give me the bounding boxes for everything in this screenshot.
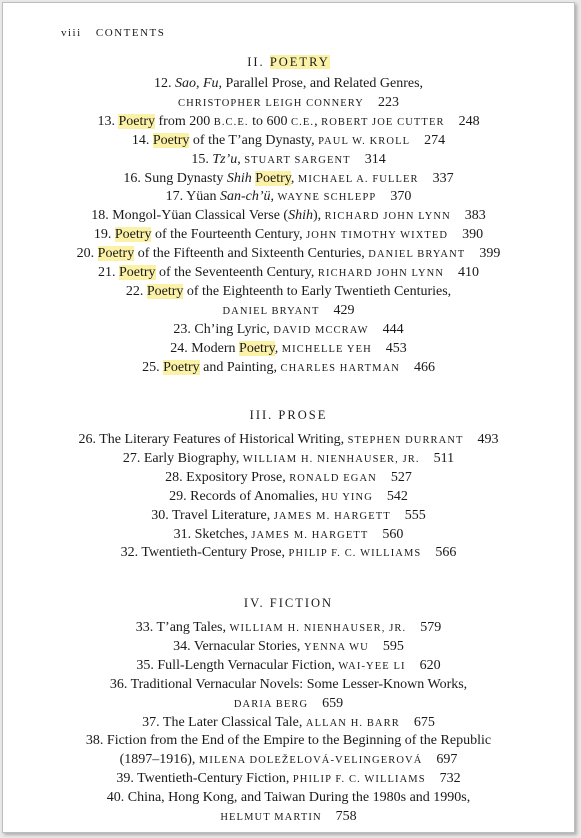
entry-number: 22.	[125, 283, 147, 299]
toc-entry	[3, 75, 574, 93]
highlighted-term: Poetry	[118, 113, 155, 129]
author-name: DANIEL BRYANT	[222, 305, 320, 317]
highlighted-term: Poetry	[146, 283, 184, 299]
toc-entry	[3, 226, 574, 244]
section-heading: FICTION	[269, 596, 334, 610]
entry-text: ,	[270, 189, 278, 205]
toc-entry-continuation	[3, 808, 574, 826]
page-ref: 314	[364, 151, 386, 167]
entry-number: 17.	[165, 189, 187, 205]
page-ref: 337	[432, 170, 454, 186]
entry-number: 38.	[85, 733, 107, 749]
toc-entry	[3, 732, 574, 750]
entry-number: 37.	[142, 714, 163, 730]
entry-number: 28.	[165, 469, 187, 485]
page-ref: 248	[458, 113, 480, 129]
author-name: C.E.	[291, 116, 315, 128]
author-name: PAUL W. KROLL	[318, 135, 411, 147]
author-name: DARIA BERG	[233, 698, 309, 710]
section-heading: PROSE	[278, 408, 328, 422]
toc-entry	[3, 151, 574, 169]
entry-text: Fiction from the End of the Empire to the Beginning of the Republic	[106, 733, 492, 749]
toc-entry	[3, 431, 574, 449]
toc-entry-continuation	[3, 302, 574, 320]
toc-entry	[3, 132, 574, 150]
entry-text: Early Biography,	[143, 450, 243, 466]
author-name: PHILIP F. C. WILLIAMS	[288, 548, 422, 560]
page-ref: 511	[433, 450, 455, 466]
entry-text: T’ang Tales,	[156, 620, 230, 635]
entry-text: Modern	[191, 340, 240, 356]
entry-text: ,	[195, 76, 203, 91]
entry-text: The Later Classical Tale,	[162, 714, 306, 730]
entry-text: of the Eighteenth to Early Twentieth Centuries,	[183, 283, 452, 299]
highlighted-term: Poetry	[163, 359, 200, 375]
toc-entry	[3, 321, 574, 339]
highlighted-term: Poetry	[114, 227, 152, 243]
entry-number: 27.	[122, 450, 144, 466]
page-ref: 675	[413, 714, 435, 730]
toc-entry-continuation	[3, 751, 574, 769]
author-name: MILENA DOLEŽELOVÁ-VELINGEROVÁ	[198, 755, 423, 767]
entry-text: Traditional Vernacular Novels: Some Lesser-Known Works,	[130, 676, 468, 692]
page-ref: 399	[479, 246, 501, 262]
toc-entry	[3, 507, 574, 525]
entry-text: Ch’ing Lyric,	[194, 321, 274, 337]
page-ref: 383	[464, 208, 486, 224]
page-ref: 274	[424, 132, 446, 148]
entry-text: Sketches,	[194, 526, 252, 542]
entry-number: 16.	[123, 170, 145, 186]
toc-entry	[3, 789, 574, 807]
toc-entry-continuation	[3, 94, 574, 112]
author-name: RONALD EGAN	[289, 472, 377, 484]
toc-entry	[3, 113, 574, 131]
italic-title: Shih	[288, 208, 313, 224]
page-ref: 595	[382, 638, 404, 654]
author-name: MICHELLE YEH	[281, 343, 372, 355]
page-ref: 466	[413, 359, 435, 375]
entry-number: 31.	[173, 526, 195, 542]
author-name: YENNA WU	[303, 641, 369, 653]
toc-entry	[3, 207, 574, 225]
page-ref: 697	[436, 752, 458, 768]
entry-text: Full-Length Vernacular Fiction,	[157, 657, 339, 673]
entry-number: 33.	[135, 620, 157, 635]
author-name: RICHARD JOHN LYNN	[324, 211, 451, 223]
toc-entry	[3, 283, 574, 301]
author-name: JAMES M. HARGETT	[251, 529, 369, 541]
entry-text: Yüan	[186, 189, 220, 205]
entry-text: Mongol-Yüan Classical Verse (	[112, 208, 289, 224]
section-title-fiction	[3, 596, 574, 611]
italic-title: Shih	[226, 170, 252, 186]
author-name: B.C.E.	[213, 116, 249, 128]
running-head-label: CONTENTS	[95, 27, 166, 39]
toc-entry	[3, 714, 574, 732]
section-title-poetry	[3, 55, 574, 70]
running-head	[61, 27, 165, 39]
section-heading-highlighted: POETRY	[269, 55, 330, 69]
author-name: JOHN TIMOTHY WIXTED	[306, 230, 449, 242]
italic-title: San-ch’ü	[219, 189, 271, 205]
entry-number: 32.	[120, 545, 142, 561]
toc-entry	[3, 264, 574, 282]
author-name: HU YING	[321, 491, 373, 503]
author-name: STUART SARGENT	[244, 154, 351, 166]
page-ref: 223	[377, 94, 399, 110]
entry-number: 23.	[173, 321, 195, 337]
toc-entry	[3, 188, 574, 206]
entry-text: from 200	[155, 113, 214, 129]
author-name: DAVID MCCRAW	[273, 324, 369, 336]
entry-text: of the Fourteenth Century,	[151, 227, 307, 243]
entry-text: The Literary Features of Historical Writing,	[99, 432, 348, 447]
highlighted-term: Poetry	[97, 246, 135, 262]
page-ref: 659	[322, 695, 344, 711]
entry-text: China, Hong Kong, and Taiwan During the 1980s and 1990s,	[127, 790, 471, 806]
page-ref: 758	[335, 809, 357, 824]
entry-text: ,	[290, 170, 298, 186]
author-name: PHILIP F. C. WILLIAMS	[292, 774, 426, 786]
entry-number: 19.	[93, 227, 115, 243]
section-number: II.	[247, 55, 265, 69]
author-name: WAI-YEE LI	[338, 660, 406, 672]
entry-text: and Painting,	[199, 359, 281, 375]
author-name: CHRISTOPHER LEIGH CONNERY	[178, 97, 364, 109]
toc-entry	[3, 170, 574, 188]
page-ref: 579	[420, 620, 442, 635]
page-ref: 410	[458, 265, 480, 280]
page-ref: 620	[419, 657, 441, 673]
author-name: MICHAEL A. FULLER	[297, 173, 419, 185]
toc-entry	[3, 469, 574, 487]
entry-text: of the Fifteenth and Sixteenth Centuries,	[134, 246, 369, 262]
toc-entry	[3, 245, 574, 263]
page-ref: 453	[385, 340, 407, 356]
entry-number: 21.	[97, 265, 119, 280]
entry-text: Vernacular Stories,	[193, 638, 304, 654]
toc-entry	[3, 770, 574, 788]
section-number: III.	[249, 408, 274, 422]
page-ref: 566	[435, 545, 457, 561]
highlighted-term: Poetry	[152, 132, 190, 148]
entry-text: to 600	[248, 113, 292, 129]
entry-text: of the T’ang Dynasty,	[189, 132, 319, 148]
toc-entry	[3, 359, 574, 377]
toc-entry	[3, 526, 574, 544]
author-name: WILLIAM H. NIENHAUSER, JR.	[242, 453, 420, 465]
entry-text: Records of Anomalies,	[190, 488, 322, 504]
entry-number: 14.	[131, 132, 153, 148]
page-ref: 390	[462, 227, 484, 243]
entry-text: Sung Dynasty	[144, 170, 227, 186]
author-name: STEPHEN DURRANT	[347, 435, 464, 446]
entry-text: ),	[312, 208, 325, 224]
section-number: IV.	[243, 596, 265, 610]
entry-number: 40.	[106, 790, 128, 806]
page-ref: 527	[390, 469, 412, 485]
page-ref: 732	[439, 771, 461, 787]
entry-number: 29.	[169, 488, 191, 504]
page-ref: 493	[477, 432, 499, 447]
entry-text: Twentieth-Century Fiction,	[137, 771, 293, 787]
page-ref: 444	[382, 321, 404, 337]
author-name: WILLIAM H. NIENHAUSER, JR.	[229, 623, 407, 634]
author-name: DANIEL BRYANT	[368, 249, 466, 261]
page-ref: 555	[404, 507, 426, 523]
highlighted-term: Poetry	[239, 340, 275, 356]
entry-number: 26.	[78, 432, 100, 447]
toc-entry	[3, 619, 574, 637]
author-name: ROBERT JOE CUTTER	[321, 116, 445, 128]
page-ref: 542	[386, 488, 408, 504]
italic-title: Fu	[202, 76, 219, 91]
toc-entry	[3, 488, 574, 506]
page-ref: 560	[382, 526, 404, 542]
toc-entry	[3, 638, 574, 656]
entry-number: 13.	[97, 113, 119, 129]
author-name: WAYNE SCHLEPP	[277, 192, 377, 204]
entry-text: Travel Literature,	[171, 507, 274, 523]
entry-text: (1897–1916),	[119, 752, 199, 768]
author-name: JAMES M. HARGETT	[273, 510, 391, 522]
entry-text: ,	[237, 151, 245, 167]
highlighted-term: Poetry	[118, 265, 156, 280]
italic-title: Sao	[174, 76, 196, 91]
entry-number: 12.	[153, 76, 175, 91]
page-ref: 370	[390, 189, 412, 205]
entry-number: 39.	[116, 771, 138, 787]
entry-text: , Parallel Prose, and Related Genres,	[218, 76, 424, 91]
entry-number: 20.	[76, 246, 98, 262]
author-name: CHARLES HARTMAN	[280, 362, 400, 374]
toc-entry	[3, 676, 574, 694]
toc-entry	[3, 340, 574, 358]
entry-text: of the Seventeenth Century,	[155, 265, 318, 280]
highlighted-term: Poetry	[255, 170, 291, 186]
toc-entry	[3, 657, 574, 675]
italic-title: Tz’u	[212, 151, 238, 167]
toc-entry-continuation	[3, 695, 574, 713]
entry-text: ,	[314, 113, 322, 129]
entry-number: 15.	[191, 151, 213, 167]
entry-number: 25.	[142, 359, 164, 375]
entry-number: 30.	[151, 507, 172, 523]
page-number: viii	[61, 27, 82, 39]
entry-number: 35.	[136, 657, 158, 673]
entry-text: ,	[274, 340, 282, 356]
entry-text: Expository Prose,	[186, 469, 290, 485]
author-name: HELMUT MARTIN	[220, 812, 322, 823]
entry-number: 18.	[91, 208, 113, 224]
entry-number: 36.	[109, 676, 131, 692]
author-name: RICHARD JOHN LYNN	[317, 268, 445, 279]
toc-entry	[3, 544, 574, 562]
entry-text: Twentieth-Century Prose,	[141, 545, 289, 561]
entry-number: 24.	[170, 340, 192, 356]
page-ref: 429	[333, 302, 355, 318]
entry-number: 34.	[173, 638, 194, 654]
toc-entry	[3, 450, 574, 468]
document-page	[2, 2, 575, 833]
section-title-prose	[3, 408, 574, 423]
author-name: ALLAN H. BARR	[305, 717, 400, 729]
